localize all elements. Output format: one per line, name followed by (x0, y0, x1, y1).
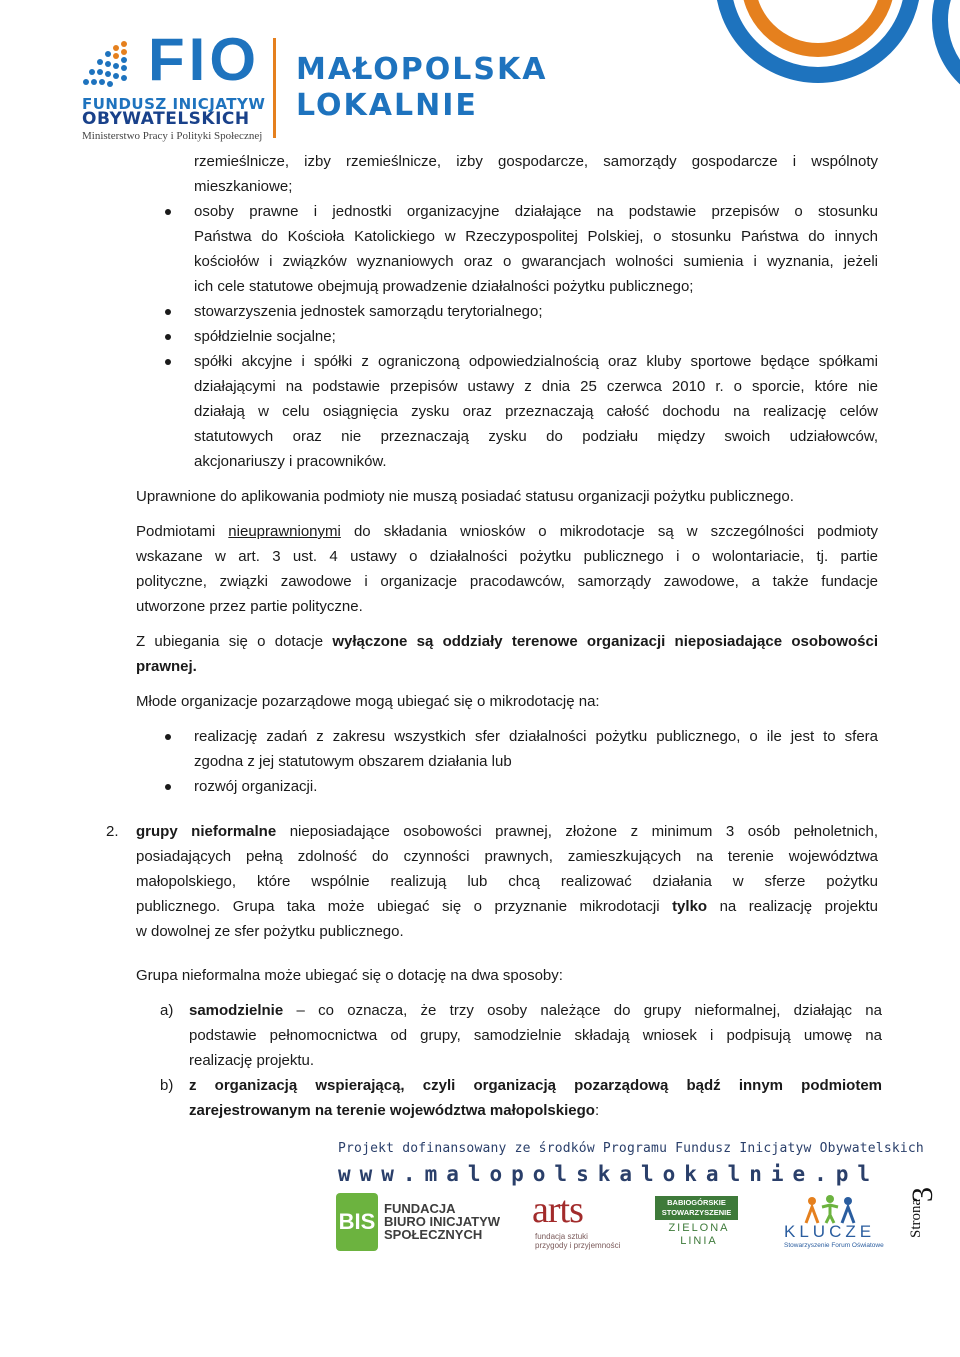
program-website: www.malopolskalokalnie.pl (338, 1162, 880, 1186)
continuation-line: rzemieślnicze, izby rzemieślnicze, izby gospodarcze, samorządy gospodarcze i wspólnoty (194, 153, 878, 170)
arts-foundation-name: fundacja sztuki przygody i przyjemności (535, 1232, 621, 1250)
babia-gora-association-logo: BABIOGÓRSKIE STOWARZYSZENIE (655, 1196, 738, 1220)
numbered-item-line: w dowolnej ze sfer pożytku publicznego. (136, 923, 404, 940)
bullet-icon (165, 334, 171, 340)
list-item-line: osoby prawne i jednostki organizacyjne działające na podstawie przepisów o stosunku (194, 203, 878, 220)
list-item-line: statutowych oraz nie przeznaczają zysku do podziału między swoich udziałowców, (194, 428, 878, 445)
paragraph-excluded-line: prawnej. (136, 658, 197, 675)
paragraph-ineligible-line: wskazane w art. 3 ust. 4 ustawy o działalności pożytku publicznego i o wolontariacie, tj. partie (136, 548, 878, 565)
klucze-subtitle: Stowarzyszenie Forum Oświatowe (784, 1242, 884, 1249)
bullet-icon (165, 734, 171, 740)
page-number-value: 3 (906, 1187, 939, 1202)
option-b-line: z organizacją wspierającą, czyli organizacją pozarządową bądź innym podmiotem (189, 1077, 882, 1094)
bis-foundation-name: FUNDACJA BIURO INICJATYW SPOŁECZNYCH (384, 1201, 501, 1242)
program-name-line1: MAŁOPOLSKA (296, 52, 548, 87)
arts-logo: arts (532, 1189, 583, 1231)
page-number (900, 1160, 950, 1240)
paragraph-ineligible-line: utworzone przez partie polityczne. (136, 598, 363, 615)
paragraph-excluded-line: Z ubiegania się o dotacje wyłączone są oddziały terenowe organizacji nieposiadające osobowości (136, 633, 879, 650)
list-item-line: realizację zadań z zakresu wszystkich sfer działalności pożytku publicznego, o ile jest to sfera (194, 728, 878, 745)
underlined-term: nieuprawnionymi (228, 523, 341, 540)
klucze-logo-text: KLUCZE (784, 1222, 876, 1241)
fund-name-line2: OBYWATELSKICH (82, 109, 250, 129)
bullet-icon (165, 209, 171, 215)
bullet-icon (165, 784, 171, 790)
fio-logo-text: FIO (148, 26, 260, 93)
numbered-item-line: publicznego. Grupa taka może ubiegać się o przyznanie mikrodotacji tylko na realizację projektu (136, 898, 878, 915)
numbered-item-line: małopolskiego, które wspólnie realizują lub chcą realizować działania w sferze pożytku (136, 873, 878, 890)
header-divider (273, 38, 276, 138)
page-label: Strona (908, 1198, 924, 1238)
bis-logo: BIS (336, 1193, 378, 1251)
list-item-line: ich cele statutowe obejmują prowadzenie działalności pożytku publicznego; (194, 278, 694, 295)
list-item: rozwój organizacji. (194, 778, 318, 795)
list-item-line: zgodna z jej statutowym obszarem działania lub (194, 753, 512, 770)
option-a-line: samodzielnie – co oznacza, że trzy osoby należące do grupy nieformalnej, działając na (189, 1002, 882, 1019)
klucze-figures-icon (800, 1195, 860, 1225)
list-number: 2. (106, 823, 119, 840)
list-item: stowarzyszenia jednostek samorządu terytorialnego; (194, 303, 543, 320)
list-item-line: spółki akcyjne i spółki z ograniczoną odpowiedzialnością oraz kluby sportowe będące spółkami (194, 353, 878, 370)
ministry-name: Ministerstwo Pracy i Polityki Społecznej (82, 130, 263, 142)
paragraph-ineligible-line: Podmiotami nieuprawnionymi do składania wniosków o mikrodotacje są w szczególności podmioty (136, 523, 878, 540)
option-a-line: realizację projektu. (189, 1052, 315, 1069)
zielona-linia-name: ZIELONA LINIA (668, 1222, 730, 1247)
list-item-line: działającymi na podstawie przepisów ustawy z dnia 25 czerwca 2010 r. o sporcie, które nie (194, 378, 878, 395)
fio-dots-logo-icon (82, 40, 130, 88)
list-item: spółdzielnie socjalne; (194, 328, 336, 345)
list-item-line: kościołów i związków wyznaniowych oraz o gwarancjach wolności sumienia i wyznania, jeżeli (194, 253, 878, 270)
paragraph-group-ways: Grupa nieformalna może ubiegać się o dotację na dwa sposoby: (136, 967, 563, 984)
list-item-line: akcjonariuszy i pracowników. (194, 453, 387, 470)
page-header (0, 0, 960, 150)
numbered-item-line: posiadających pełną zdolność do czynności prawnych, zamieszkujących na terenie województwa (136, 848, 878, 865)
continuation-line: mieszkaniowe; (194, 178, 293, 195)
list-item-line: działają w celu osiągnięcia zysku oraz przeznaczają całość dochodu na realizację celów (194, 403, 878, 420)
option-a-line: podstawie pełnomocnictwa od grupy, samodzielnie składają wniosek i podpisują umowę na (189, 1027, 882, 1044)
program-name-line2: LOKALNIE (296, 88, 478, 123)
fund-name-line1: FUNDUSZ INICJATYW (82, 95, 266, 113)
bullet-icon (165, 309, 171, 315)
paragraph-eligible: Uprawnione do aplikowania podmioty nie muszą posiadać statusu organizacji pożytku publicznego. (136, 488, 794, 505)
paragraph-ineligible-line: polityczne, związki zawodowe i organizacje pracodawców, samorządy zawodowe, a także fundacje (136, 573, 878, 590)
project-funding-note: Projekt dofinansowany ze środków Programu Fundusz Inicjatyw Obywatelskich (338, 1141, 924, 1156)
decorative-rings-icon (690, 0, 960, 140)
bullet-icon (165, 359, 171, 365)
option-marker: b) (160, 1077, 174, 1094)
option-b-line: zarejestrowanym na terenie województwa małopolskiego: (189, 1102, 600, 1119)
option-marker: a) (160, 1002, 174, 1019)
list-item-line: Państwa do Kościoła Katolickiego w Rzeczypospolitej Polskiej, o stosunku Państwa do innych (194, 228, 878, 245)
numbered-item-line: grupy nieformalne nieposiadające osobowości prawnej, złożone z minimum 3 osób pełnoletnich, (136, 823, 879, 840)
paragraph-young-orgs: Młode organizacje pozarządowe mogą ubiegać się o mikrodotację na: (136, 693, 600, 710)
